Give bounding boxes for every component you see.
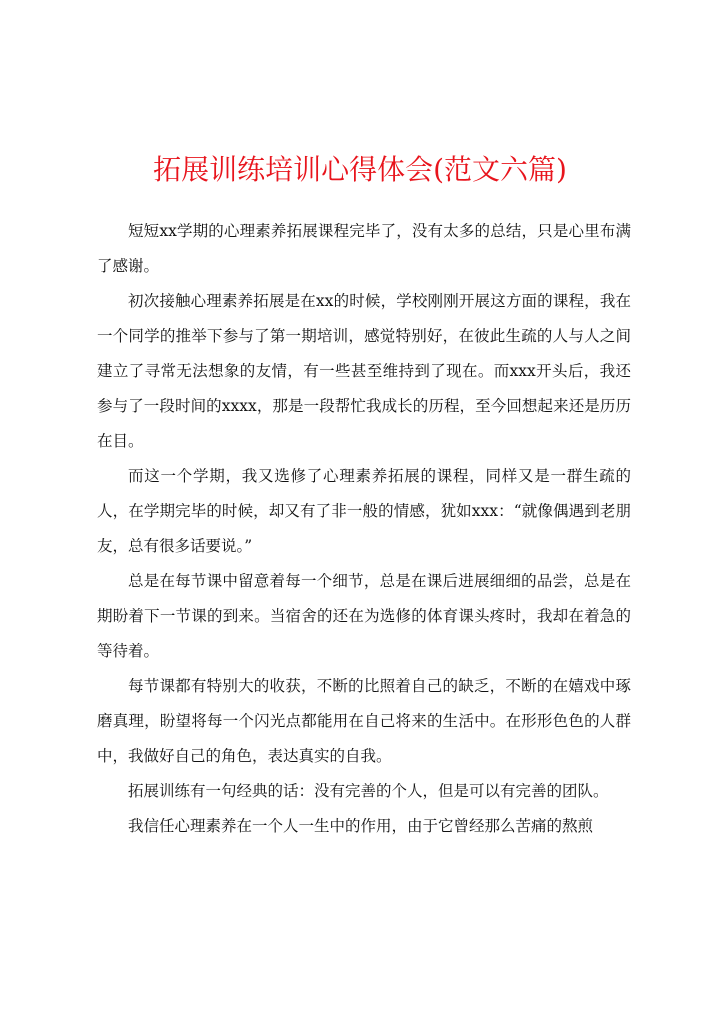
paragraph: 初次接触心理素养拓展是在xx的时候，学校刚刚开展这方面的课程，我在一个同学的推举下参与了第一期培训，感觉特别好，在彼此生疏的人与人之间建立了寻常无法想象的友情，有一些甚至维持到了现在。而xxx开头后，我还参与了一段时间的xxxx，那是一段帮忙我成长的历程，至今回想起来还是历历在目。 [97, 292, 631, 450]
document-title: 拓展训练培训心得体会(范文六篇) [153, 153, 567, 186]
paragraph: 而这一个学期，我又选修了心理素养拓展的课程，同样又是一群生疏的人，在学期完毕的时候，却又有了非一般的情感，犹如xxx：“就像偶遇到老朋友，总有很多话要说。” [97, 467, 631, 555]
paragraph: 拓展训练有一句经典的话：没有完善的个人，但是可以有完善的团队。 [128, 782, 609, 800]
paragraph: 每节课都有特别大的收获，不断的比照着自己的缺乏，不断的在嬉戏中琢磨真理，盼望将每一个闪光点都能用在自己将来的生活中。在形形色色的人群中，我做好自己的角色，表达真实的自我。 [97, 677, 631, 765]
paragraph: 总是在每节课中留意着每一个细节，总是在课后进展细细的品尝，总是在期盼着下一节课的到来。当宿舍的还在为选修的体育课头疼时，我却在着急的等待着。 [97, 572, 631, 660]
document-body [97, 214, 631, 844]
paragraph: 短短xx学期的心理素养拓展课程完毕了，没有太多的总结，只是心里布满了感谢。 [97, 222, 631, 275]
paragraph: 我信任心理素养在一个人一生中的作用，由于它曾经那么苦痛的熬煎 [128, 817, 594, 835]
